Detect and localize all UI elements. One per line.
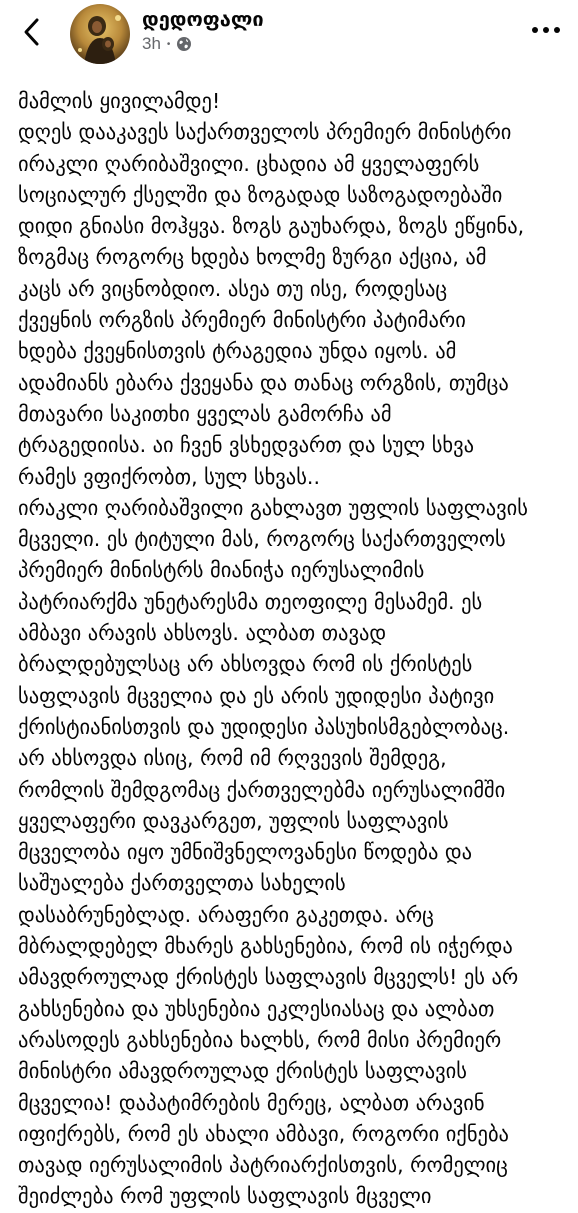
post-text-line: თავად იერუსალიმის პატრიარქისთვის, რომელიც bbox=[18, 1153, 508, 1178]
post-header bbox=[0, 0, 578, 70]
post-text-line: ირაკლი ღარიბაშვილი გახლავთ უფლის საფლავის bbox=[18, 495, 528, 520]
post-text-line: ამავდროულად ქრისტეს საფლავის მცველს! ეს არ bbox=[18, 965, 519, 990]
post-timestamp[interactable]: 3h bbox=[142, 34, 161, 53]
avatar[interactable] bbox=[70, 4, 130, 64]
post-text-line: არ ახსოვდა ისიც, რომ იმ რღვევის შემდეგ, bbox=[18, 746, 447, 771]
post-text-line: მბრალდებელ მხარეს გახსენებია, რომ ის იჭერდა bbox=[18, 934, 513, 959]
chevron-left-icon bbox=[21, 17, 43, 47]
post-text-line: ქვეყნის ორგზის პრემიერ მინისტრი პატიმარი bbox=[18, 308, 466, 333]
meta-separator: • bbox=[166, 38, 171, 50]
post-text-line: დიდი გნიასი მოჰყვა. ზოგს გაუხარდა, ზოგს ეწყინა, bbox=[18, 214, 525, 239]
post-text-line: ტრაგედიისა. აი ჩვენ ვსხედვართ და სულ სხვა bbox=[18, 433, 475, 458]
post-text-line: ადამიანს ებარა ქვეყანა და თანაც ორგზის, თუმცა bbox=[18, 370, 509, 395]
post-text-line: შეიძლება რომ უფლის საფლავის მცველი bbox=[18, 1184, 432, 1209]
post-text-line: გახსენებია და უხსენებია ეკლესიასაც და ალბათ bbox=[18, 996, 495, 1021]
post-text-line: ქრისტიანისთვის და უდიდესი პასუხისმგებლობაც. bbox=[18, 714, 510, 739]
post-text-line: რამეს ვფიქრობთ, სულ სხვას.. bbox=[18, 464, 320, 489]
post-text-line: არასოდეს გახსენებია ხალხს, რომ მისი პრემიერ bbox=[18, 1027, 502, 1052]
post-text-line: სოციალურ ქსელში და ზოგადად საზოგადოებაში bbox=[18, 182, 503, 207]
post-text-line: პატრიარქმა უნეტარესმა თეოფილე მესამემ. ეს bbox=[18, 589, 483, 614]
page-name[interactable]: დედოფალი bbox=[142, 7, 264, 31]
post-text-line: საფლავის მცველია და ეს არის უდიდესი პატივი bbox=[18, 683, 495, 708]
post-meta bbox=[142, 34, 192, 54]
post-text-line: ხდება ქვეყნისთვის ტრაგედია უნდა იყოს. ამ bbox=[18, 339, 457, 364]
post-text bbox=[18, 86, 570, 1213]
post-text-line: მცველია! დაპატიმრების მერეც, ალბათ არავინ bbox=[18, 1090, 485, 1115]
post-text-line: პრემიერ მინისტრს მიანიჭა იერუსალიმის bbox=[18, 558, 425, 583]
post-text-line: მცველი. ეს ტიტული მას, როგორც საქართველოს bbox=[18, 527, 506, 552]
more-options-button[interactable] bbox=[528, 18, 564, 42]
globe-icon[interactable] bbox=[176, 36, 192, 52]
back-button[interactable] bbox=[14, 14, 50, 50]
post-text-line: ირაკლი ღარიბაშვილი. ცხადია ამ ყველაფერს bbox=[18, 151, 480, 176]
more-horizontal-icon bbox=[531, 26, 561, 34]
post-text-line: მცველობა იყო უმნიშვნელოვანესი წოდება და bbox=[18, 840, 473, 865]
icon-image bbox=[70, 4, 130, 64]
post-text-line: დასაბრუნებლად. არაფერი გაკეთდა. არც bbox=[18, 902, 434, 927]
post-text-line: ამბავი არავის ახსოვს. ალბათ თავად bbox=[18, 621, 387, 646]
post-text-line: ყველაფერი დავკარგეთ, უფლის საფლავის bbox=[18, 808, 449, 833]
post-text-line: მამლის ყივილამდე! bbox=[18, 89, 221, 113]
post-text-line: ბრალდებულსაც არ ახსოვდა რომ ის ქრისტეს bbox=[18, 652, 473, 677]
post-text-line: იფიქრებს, რომ ეს ახალი ამბავი, როგორი იქნება bbox=[18, 1121, 509, 1146]
post-text-line: რომლის შემდგომაც ქართველებმა იერუსალიმში bbox=[18, 777, 506, 802]
post-text-line: მთავარი საკითხი ყველას გამორჩა ამ bbox=[18, 401, 392, 426]
post-text-line: კაცს არ ვიცნობდიო. ასეა თუ ისე, როდესაც bbox=[18, 276, 448, 301]
post-text-line: ზოგმაც როგორც ხდება ხოლმე ზურგი აქცია, ამ bbox=[18, 245, 487, 270]
post-text-line: დღეს დააკავეს საქართველოს პრემიერ მინისტრი bbox=[18, 120, 512, 145]
post-text-line: მინისტრი ამავდროულად ქრისტეს საფლავის bbox=[18, 1059, 467, 1084]
post-text-line: საშუალება ქართველთა სახელის bbox=[18, 871, 346, 896]
